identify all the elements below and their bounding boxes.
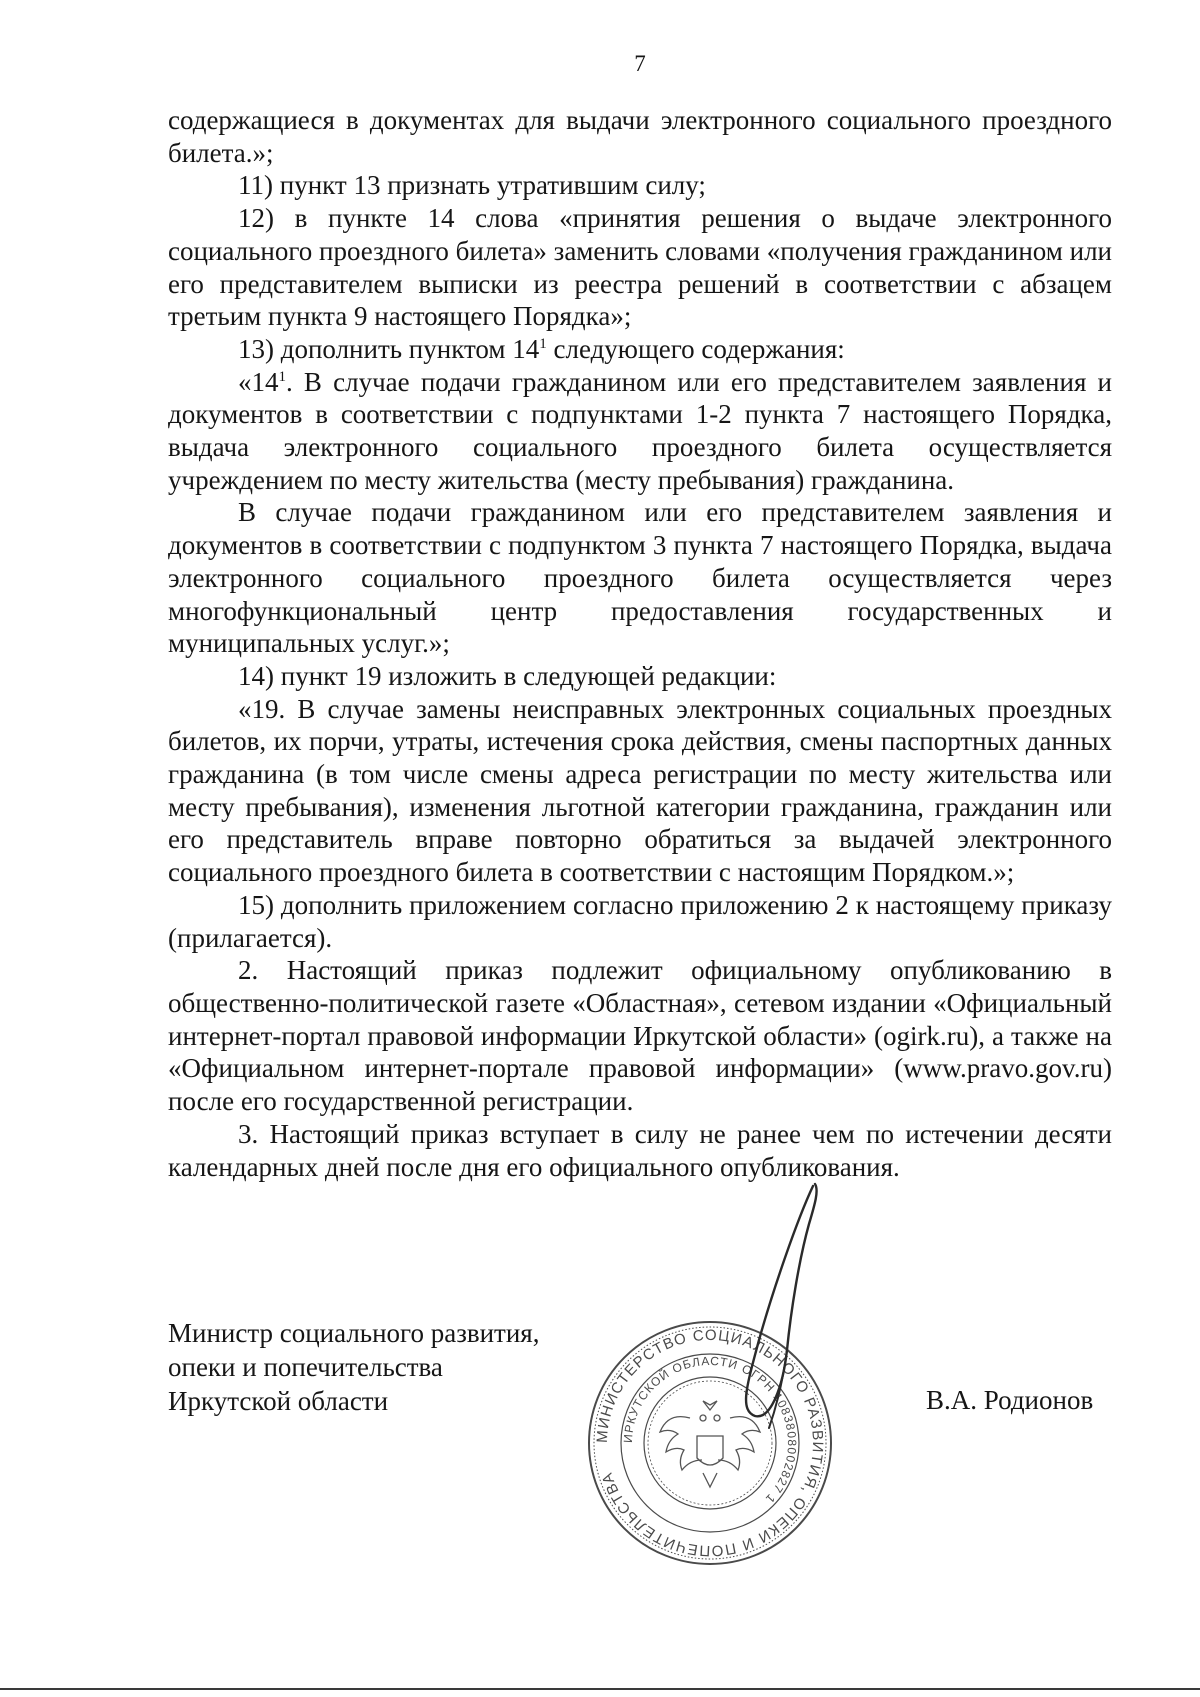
scan-edge-line [0, 1688, 1200, 1690]
svg-text:МИНИСТЕРСТВО СОЦИАЛЬНОГО РАЗВИ: МИНИСТЕРСТВО СОЦИАЛЬНОГО РАЗВИТИЯ, ОПЕКИ И ПОПЕЧИТЕЛЬСТВА [593, 1326, 827, 1560]
paragraph-section-2: 2. Настоящий приказ подлежит официальному опубликованию в общественно-политической газете «Областная», сетевом издании «Официальный интернет-портал правовой информации Иркутской области» (ogirk.ru), а также на «Официальном интернет-портале правовой информации» (www.pravo.gov.ru) после его государственной регистрации. [168, 955, 1112, 1117]
position-line: Министр социального развития, [168, 1318, 540, 1348]
paragraph-item-11: 11) пункт 13 признать утратившим силу; [238, 170, 706, 201]
document-body [168, 104, 1112, 1183]
position-line: Иркутской области [168, 1386, 389, 1416]
paragraph-quote-19: «19. В случае замены неисправных электронных социальных проездных билетов, их порчи, утраты, истечения срока действия, смены паспортных данных гражданина (в том числе смены адреса регистрации по месту жительства или месту пребывания), изменения льготной категории гражданина, гражданин или его представитель вправе повторно обратиться за выдачей электронного социального проездного билета в соответствии с настоящим Порядком.»; [168, 693, 1112, 888]
paragraph-item-13: 13) дополнить пунктом $14^1$ следующего содержания: [238, 333, 845, 364]
paragraph-item-14: 14) пункт 19 изложить в следующей редакции: [238, 660, 777, 691]
paragraph-continuation: содержащиеся в документах для выдачи электронного социального проездного билета.»; [168, 105, 1112, 168]
handwritten-signature [725, 1180, 845, 1440]
position-line: опеки и попечительства [168, 1352, 443, 1382]
page-number: 7 [634, 51, 646, 76]
signatory-name: В.А. Родионов [926, 1385, 1094, 1415]
signatory-position [168, 1316, 539, 1418]
superscript: 1 [278, 368, 286, 385]
svg-text:ИРКУТСКОЙ ОБЛАСТИ ОГРН 1083808: ИРКУТСКОЙ ОБЛАСТИ ОГРН 1083808002827 1 [620, 1353, 800, 1507]
superscript: 1 [539, 335, 547, 352]
paragraph-item-12: 12) в пункте 14 слова «принятия решения о выдаче электронного социального проездного билета» заменить словами «получения гражданином или его представителем выписки из реестра решений в соответствии с абзацем третьим пункта 9 настоящего Порядка»; [168, 203, 1112, 332]
paragraph-item-15: 15) дополнить приложением согласно приложению 2 к настоящему приказу (прилагается). [168, 889, 1112, 953]
paragraph-mfc: В случае подачи гражданином или его представителем заявления и документов в соответствии с подпунктом 3 пункта 7 настоящего Порядка, выдача электронного социального проездного билета осуществляется через многофункциональный центр предоставления государственных и муниципальных услуг.»; [168, 497, 1112, 659]
paragraph-quote-14-1: «$14^1$. В случае подачи гражданином или его представителем заявления и документов в соответствии с подпунктами 1-2 пункта 7 настоящего Порядка, выдача электронного социального проездного билета осуществляется учреждением по месту жительства (месту пребывания) гражданина. [168, 366, 1112, 495]
paragraph-section-3: 3. Настоящий приказ вступает в силу не ранее чем по истечении десяти календарных дней после дня его официального опубликования. [168, 1118, 1112, 1182]
